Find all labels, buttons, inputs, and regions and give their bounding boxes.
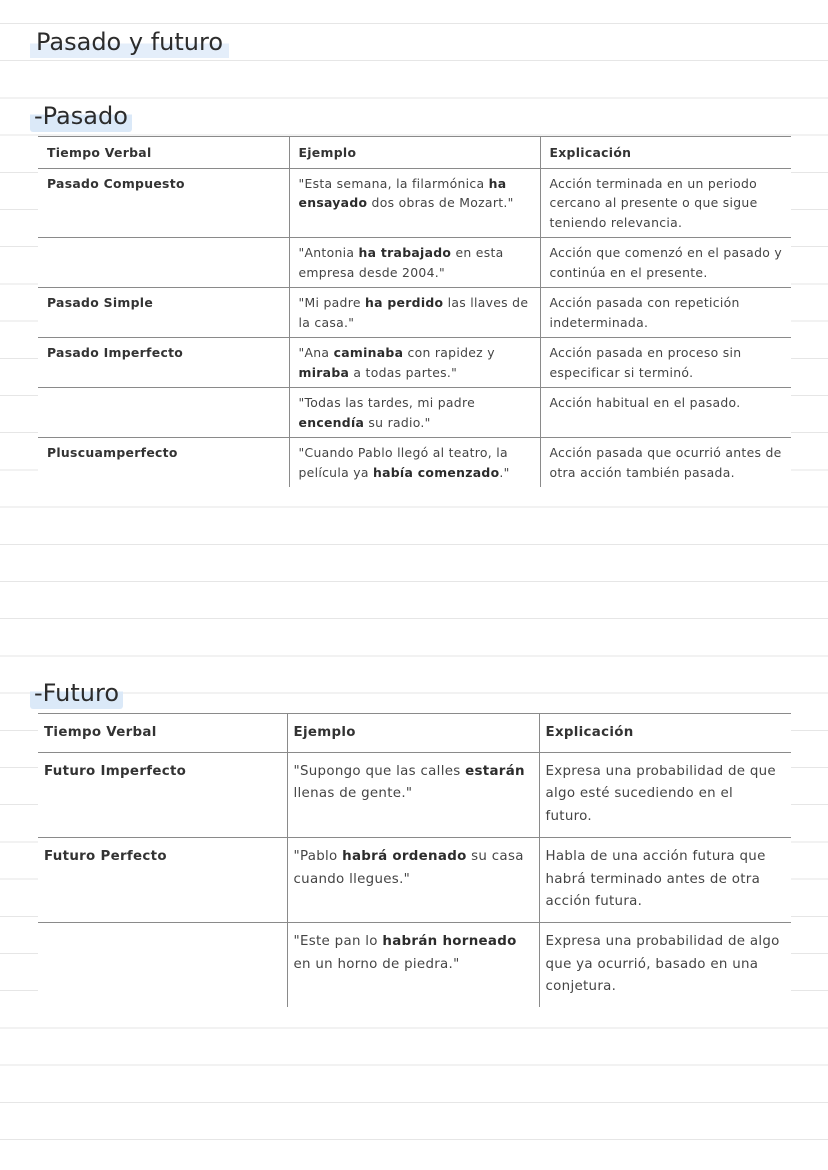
table-header-row	[38, 714, 791, 753]
example-text: "Antonia	[298, 245, 359, 260]
example-text: las llaves de la casa."	[298, 295, 529, 330]
example-cell	[289, 388, 540, 438]
example-cell	[289, 438, 540, 488]
section-title-pasado: -Pasado	[30, 100, 132, 132]
explanation-cell: Acción pasada con repetición indeterminada.	[549, 295, 740, 330]
example-text: "Ana	[298, 345, 334, 360]
header-explicacion: Explicación	[549, 145, 632, 160]
tense-cell: Pasado Simple	[38, 288, 289, 338]
verb-highlight: estarán	[465, 763, 525, 779]
example-text: ."	[499, 464, 510, 480]
header-explicacion: Explicación	[545, 725, 634, 740]
explanation-cell: Acción pasada que ocurrió antes de otra acción también pasada.	[549, 445, 782, 480]
example-cell	[289, 168, 540, 238]
table-row	[38, 438, 791, 488]
table-row	[38, 922, 791, 1007]
example-text: su casa cuando llegues."	[293, 848, 524, 887]
example-cell	[287, 922, 539, 1007]
verb-highlight: había comenzado	[372, 464, 500, 480]
example-text: "Supongo que las calles	[293, 763, 466, 779]
table-futuro	[38, 713, 791, 1007]
explanation-cell: Acción que comenzó en el pasado y continúa en el presente.	[549, 245, 782, 280]
table-row	[38, 752, 791, 837]
verb-highlight: caminaba	[333, 345, 404, 360]
table-row	[38, 837, 791, 922]
table-row	[38, 388, 791, 438]
example-text: con rapidez y	[403, 345, 495, 360]
verb-highlight: habrán horneado	[382, 933, 517, 949]
example-text: "Todas las tardes, mi padre	[298, 395, 475, 410]
header-tiempo-verbal: Tiempo Verbal	[38, 137, 289, 169]
example-cell	[289, 338, 540, 388]
section-title-futuro: -Futuro	[30, 677, 123, 709]
example-text: a todas partes."	[349, 364, 458, 380]
tense-cell	[38, 238, 289, 288]
table-row	[38, 168, 791, 238]
verb-highlight: ha ensayado	[298, 175, 507, 210]
example-text: su radio."	[364, 414, 431, 430]
explanation-cell: Acción pasada en proceso sin especificar si terminó.	[549, 345, 742, 380]
tense-cell: Futuro Imperfecto	[38, 752, 287, 837]
example-text: en esta empresa desde 2004."	[298, 245, 504, 280]
verb-highlight: ha trabajado	[358, 245, 452, 260]
table-pasado	[38, 136, 791, 487]
table-row	[38, 238, 791, 288]
page-title: Pasado y futuro	[30, 26, 229, 58]
verb-highlight: miraba	[298, 364, 350, 380]
explanation-cell: Acción habitual en el pasado.	[549, 395, 741, 410]
header-ejemplo: Ejemplo	[287, 714, 539, 753]
example-cell	[289, 288, 540, 338]
example-text: dos obras de Mozart."	[367, 195, 514, 210]
tense-cell: Pasado Imperfecto	[38, 338, 289, 388]
example-cell	[287, 837, 539, 922]
example-text: en un horno de piedra."	[293, 956, 460, 972]
header-tiempo-verbal: Tiempo Verbal	[38, 714, 287, 753]
example-text: "Pablo	[293, 848, 343, 864]
verb-highlight: ha perdido	[364, 295, 444, 310]
example-text: "Este pan lo	[293, 933, 383, 949]
example-text: "Esta semana, la filarmónica	[298, 175, 489, 191]
example-text: llenas de gente."	[293, 786, 413, 802]
header-ejemplo: Ejemplo	[289, 137, 540, 169]
tense-cell	[38, 388, 289, 438]
verb-highlight: encendía	[298, 414, 365, 430]
example-text: "Cuando Pablo llegó al teatro, la película ya	[298, 445, 508, 480]
tense-cell: Pluscuamperfecto	[38, 438, 289, 488]
table-row	[38, 338, 791, 388]
tense-cell: Futuro Perfecto	[38, 837, 287, 922]
explanation-cell: Expresa una probabilidad de que algo esté sucediendo en el futuro.	[545, 763, 776, 825]
example-cell	[287, 752, 539, 837]
table-row	[38, 288, 791, 338]
explanation-cell: Acción terminada en un periodo cercano al presente o que sigue teniendo relevancia.	[549, 175, 758, 230]
tense-cell	[38, 922, 287, 1007]
example-cell	[289, 238, 540, 288]
explanation-cell: Expresa una probabilidad de algo que ya ocurrió, basado en una conjetura.	[545, 933, 780, 995]
explanation-cell: Habla de una acción futura que habrá terminado antes de otra acción futura.	[545, 848, 766, 910]
table-header-row	[38, 137, 791, 169]
example-text: "Mi padre	[298, 295, 365, 310]
tense-cell: Pasado Compuesto	[38, 168, 289, 238]
verb-highlight: habrá ordenado	[342, 848, 467, 864]
